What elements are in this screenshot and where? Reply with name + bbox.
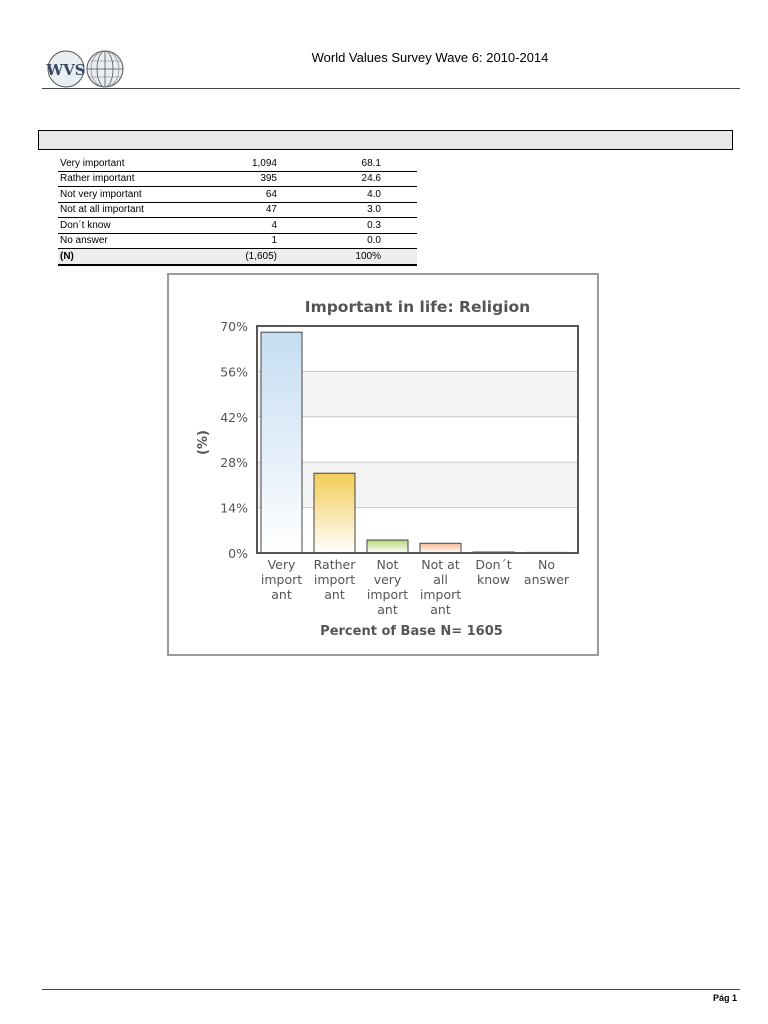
x-tick-label-line: Not at xyxy=(421,557,460,572)
x-tick-label-line: No xyxy=(538,557,555,572)
x-tick-label-line: import xyxy=(313,572,356,587)
row-percent: 68.1 xyxy=(279,156,417,171)
x-tick-label xyxy=(261,557,302,602)
x-tick-label-line: Rather xyxy=(313,557,356,572)
row-count: 1,094 xyxy=(212,156,279,171)
table-row xyxy=(58,202,417,218)
table-row xyxy=(58,233,417,249)
row-percent: 0.0 xyxy=(279,233,417,249)
question-title-bar xyxy=(38,130,733,150)
logo-text: WVS xyxy=(46,61,86,79)
row-count: 47 xyxy=(212,202,279,218)
header-title: World Values Survey Wave 6: 2010-2014 xyxy=(311,50,549,65)
x-tick-label-line: know xyxy=(476,572,511,587)
x-tick-label-line: all xyxy=(433,572,448,587)
x-tick-label-line: very xyxy=(373,572,402,587)
x-tick-label xyxy=(524,557,570,587)
row-count: 64 xyxy=(212,187,279,203)
table-row xyxy=(58,218,417,234)
row-percent: 24.6 xyxy=(279,171,417,187)
bar-chart xyxy=(169,275,597,654)
grid-band xyxy=(257,462,578,507)
bar xyxy=(420,543,461,553)
grid-band xyxy=(257,371,578,416)
row-count: 4 xyxy=(212,218,279,234)
x-tick-label xyxy=(420,557,461,617)
row-percent: 3.0 xyxy=(279,202,417,218)
footer-divider xyxy=(42,989,740,990)
chart-frame xyxy=(167,273,599,656)
y-tick-label: 0% xyxy=(228,546,248,561)
table-row xyxy=(58,171,417,187)
bar xyxy=(261,332,302,553)
x-tick-label xyxy=(475,557,511,587)
plot-area-border xyxy=(257,326,578,553)
bar xyxy=(367,540,408,553)
wvs-logo xyxy=(44,50,124,88)
row-percent: 0.3 xyxy=(279,218,417,234)
table-row xyxy=(58,187,417,203)
table-total-row xyxy=(58,249,417,265)
row-label: Not very important xyxy=(58,187,212,203)
y-tick-label: 42% xyxy=(220,409,248,425)
x-tick-label-line: import xyxy=(419,587,462,602)
total-label: (N) xyxy=(58,249,212,265)
y-axis-label: (%) xyxy=(196,430,211,455)
x-tick-label-line: ant xyxy=(430,602,451,617)
header-divider xyxy=(42,88,740,89)
total-percent: 100% xyxy=(279,249,417,265)
chart-title: Important in life: Religion xyxy=(304,298,531,316)
x-tick-label-line: ant xyxy=(271,587,292,602)
x-tick-label-line: ant xyxy=(324,587,345,602)
x-axis-label: Percent of Base N= 1605 xyxy=(320,624,503,639)
x-tick-label xyxy=(314,557,357,602)
x-tick-label-line: Very xyxy=(267,557,296,572)
y-tick-label: 70% xyxy=(220,319,248,334)
x-tick-label xyxy=(367,557,408,617)
y-tick-label: 56% xyxy=(220,364,248,380)
total-count: (1,605) xyxy=(212,249,279,265)
x-tick-label-line: Not xyxy=(376,557,399,572)
x-tick-label-line: import xyxy=(366,587,409,602)
row-count: 395 xyxy=(212,171,279,187)
page-number: Pág 1 xyxy=(712,993,737,1003)
row-label: Rather important xyxy=(58,171,212,187)
row-label: Not at all important xyxy=(58,202,212,218)
x-tick-label-line: ant xyxy=(377,602,398,617)
x-tick-label-line: answer xyxy=(523,572,570,587)
x-tick-label-line: import xyxy=(260,572,303,587)
row-percent: 4.0 xyxy=(279,187,417,203)
row-label: Very important xyxy=(58,156,212,171)
table-row xyxy=(58,156,417,171)
y-tick-label: 14% xyxy=(220,500,248,516)
bar xyxy=(314,473,355,553)
row-count: 1 xyxy=(212,233,279,249)
row-label: No answer xyxy=(58,233,212,249)
row-label: Don´t know xyxy=(58,218,212,234)
x-tick-label-line: Don´t xyxy=(475,557,512,572)
frequency-table xyxy=(58,156,417,266)
y-tick-label: 28% xyxy=(220,455,248,471)
